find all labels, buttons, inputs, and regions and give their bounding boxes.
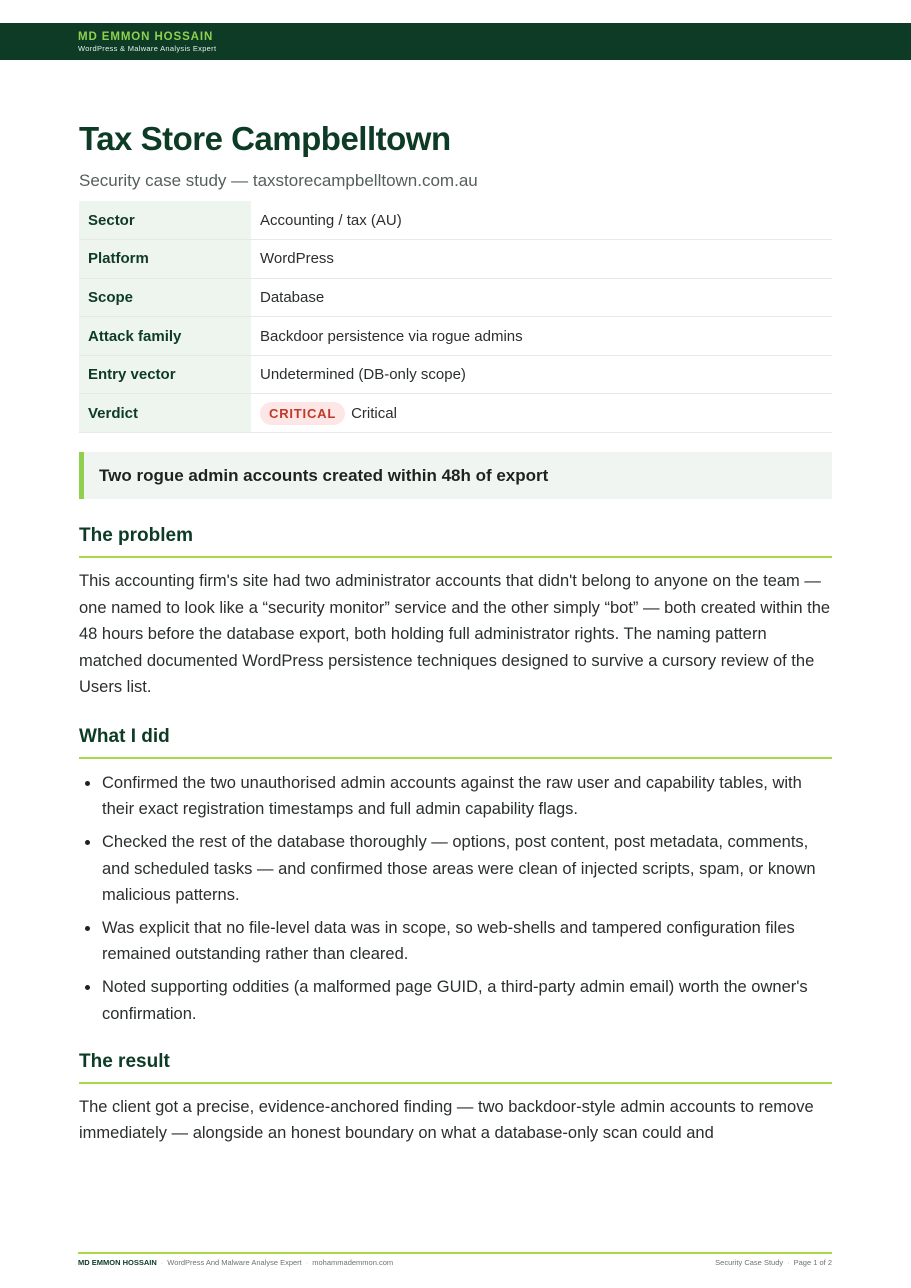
- footer-name: MD EMMON HOSSAIN: [78, 1258, 157, 1267]
- critical-badge: CRITICAL: [260, 402, 345, 425]
- row-label: Verdict: [79, 394, 251, 433]
- brand-name: MD EMMON HOSSAIN: [78, 31, 214, 43]
- row-label: Attack family: [79, 317, 251, 356]
- footer-site: mohammademmon.com: [312, 1258, 394, 1267]
- row-label: Platform: [79, 240, 251, 279]
- page-content: [79, 118, 832, 1147]
- footer-doc-type: Security Case Study: [715, 1258, 784, 1267]
- page-title: Tax Store Campbelltown: [79, 120, 451, 157]
- brand-tagline: WordPress & Malware Analysis Expert: [78, 44, 217, 53]
- footer-left: MD EMMON HOSSAIN · WordPress And Malware Analyse Expert · mohammademmon.com: [78, 1258, 394, 1267]
- table-row: [79, 317, 832, 356]
- row-label: Scope: [79, 278, 251, 317]
- actions-list: [79, 770, 832, 1027]
- row-label: Sector: [79, 201, 251, 240]
- problem-heading: The problem: [79, 525, 832, 558]
- case-summary-table: [79, 201, 832, 433]
- row-value: WordPress: [251, 240, 832, 279]
- row-value: Database: [251, 278, 832, 317]
- row-value: Undetermined (DB-only scope): [251, 355, 832, 394]
- list-item: Confirmed the two unauthorised admin accounts against the raw user and capability tables, with their exact registration timestamps and full admin capability flags.: [79, 770, 832, 822]
- verdict-text: Critical: [351, 404, 397, 422]
- footer-role: WordPress And Malware Analyse Expert: [167, 1258, 302, 1267]
- table-row: [79, 240, 832, 279]
- list-item: Checked the rest of the database thoroughly — options, post content, post metadata, comments, and scheduled tasks — and confirmed those areas were clean of injected scripts, spam, or known malicious patterns.: [79, 829, 832, 908]
- page-number: Page 1 of 2: [793, 1258, 832, 1267]
- row-value: Backdoor persistence via rogue admins: [251, 317, 832, 356]
- list-item: Was explicit that no file-level data was in scope, so web-shells and tampered configuration files remained outstanding rather than cleared.: [79, 915, 832, 967]
- table-row: [79, 355, 832, 394]
- key-finding-callout: Two rogue admin accounts created within 48h of export: [79, 452, 832, 499]
- result-body: The client got a precise, evidence-anchored finding — two backdoor-style admin accounts to remove immediately — alongside an honest boundary on what a database-only scan could and: [79, 1097, 814, 1143]
- table-row: [79, 394, 832, 433]
- list-item: Noted supporting oddities (a malformed page GUID, a third-party admin email) worth the owner's confirmation.: [79, 974, 832, 1026]
- top-banner: [0, 23, 911, 60]
- page-footer: [78, 1252, 832, 1272]
- page-subtitle: Security case study — taxstorecampbelltown.com.au: [79, 171, 478, 190]
- table-row: [79, 201, 832, 240]
- result-heading: The result: [79, 1051, 832, 1084]
- what-i-did-heading: What I did: [79, 726, 832, 759]
- row-value: Accounting / tax (AU): [251, 201, 832, 240]
- table-row: [79, 278, 832, 317]
- verdict-cell: [251, 394, 832, 433]
- problem-body: This accounting firm's site had two administrator accounts that didn't belong to anyone on the team — one named to look like a “security monitor” service and the other simply “bot” — both created within the 48 hours before the database export, both holding full administrator rights. The naming pattern matched documented WordPress persistence techniques designed to survive a cursory review of the Users list.: [79, 572, 831, 697]
- row-label: Entry vector: [79, 355, 251, 394]
- footer-right: Security Case Study · Page 1 of 2: [715, 1258, 832, 1267]
